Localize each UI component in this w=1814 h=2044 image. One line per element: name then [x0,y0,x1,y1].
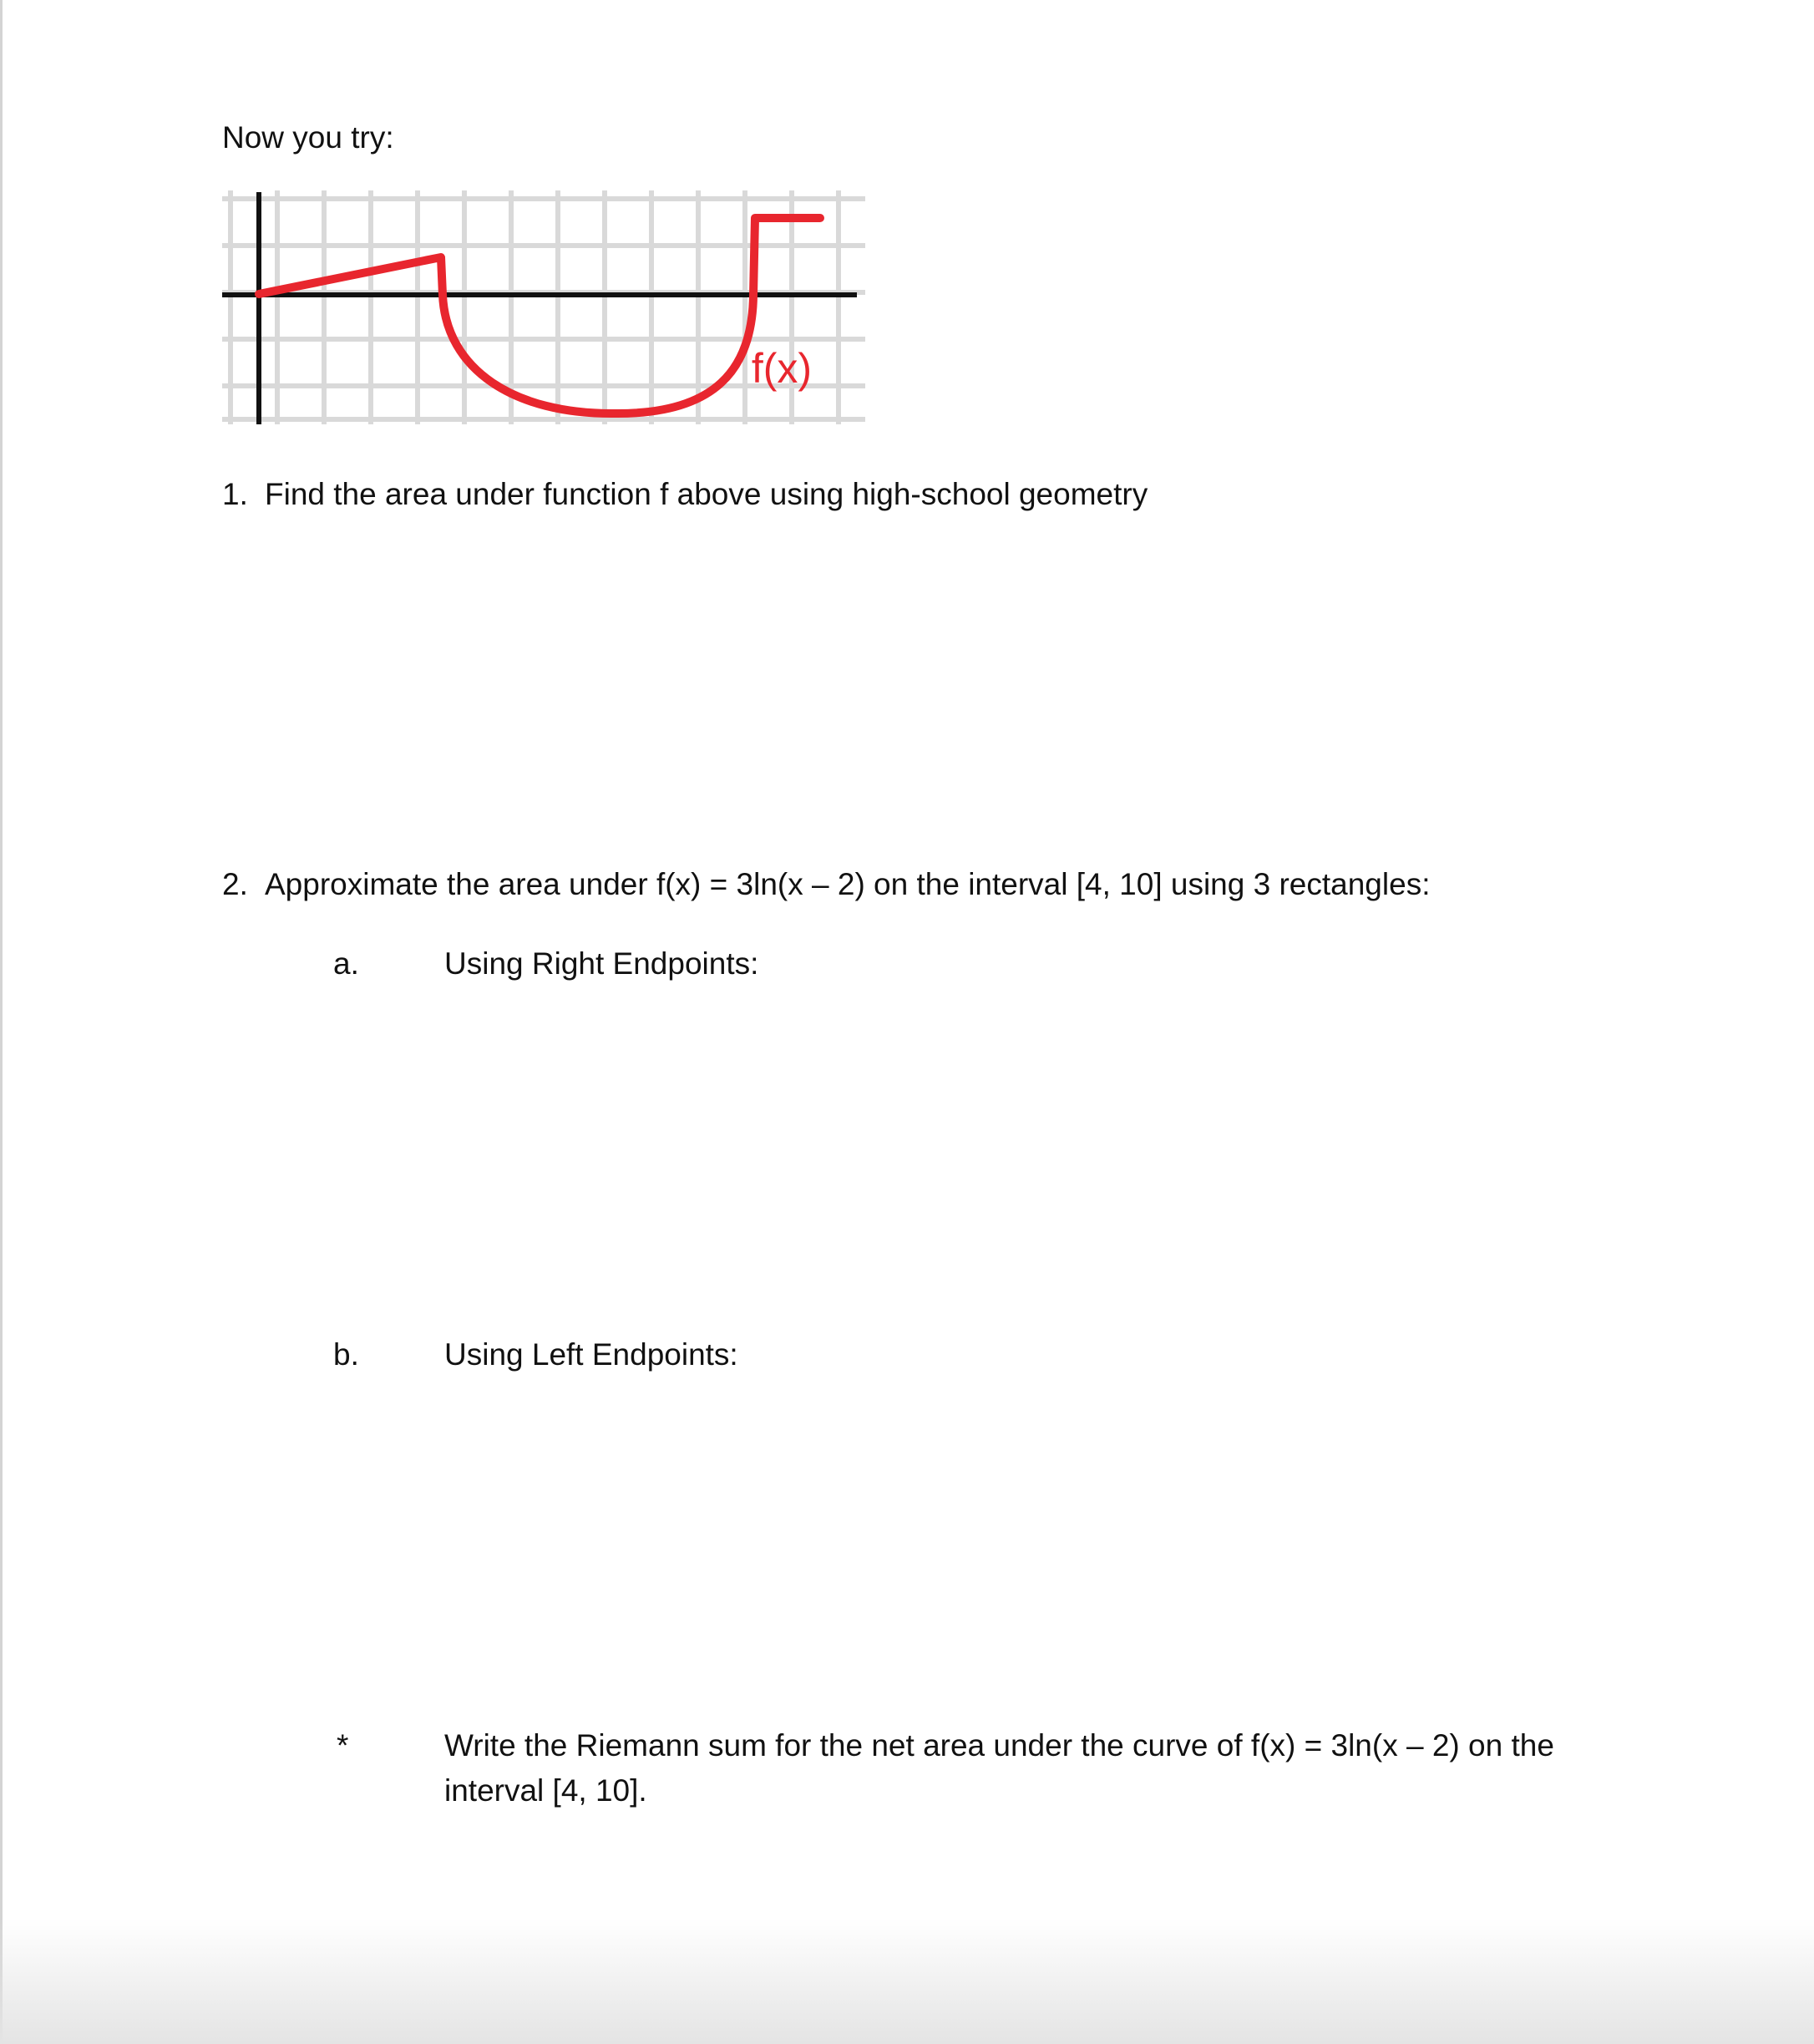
page-bottom-shadow [0,1919,1814,2044]
part-a-text: Using Right Endpoints: [444,946,759,981]
question-2-number: 2. [222,867,248,901]
bonus-marker: * [337,1728,349,1763]
heading-now-you-try: Now you try: [222,120,394,155]
function-graph [222,190,865,424]
function-label: f(x) [751,345,813,392]
bonus-text-line-1: Write the Riemann sum for the net area under the curve of f(x) = 3ln(x – 2) on the [444,1728,1554,1763]
part-b-text: Using Left Endpoints: [444,1337,738,1372]
part-b-marker: b. [333,1337,359,1372]
question-1-text: Find the area under function f above using high-school geometry [265,477,1148,511]
question-1-number: 1. [222,477,248,511]
question-2-text: Approximate the area under f(x) = 3ln(x – 2) on the interval [4, 10] using 3 rectangles: [265,867,1431,901]
bonus-text-line-2: interval [4, 10]. [444,1773,647,1808]
part-a-marker: a. [333,946,359,981]
